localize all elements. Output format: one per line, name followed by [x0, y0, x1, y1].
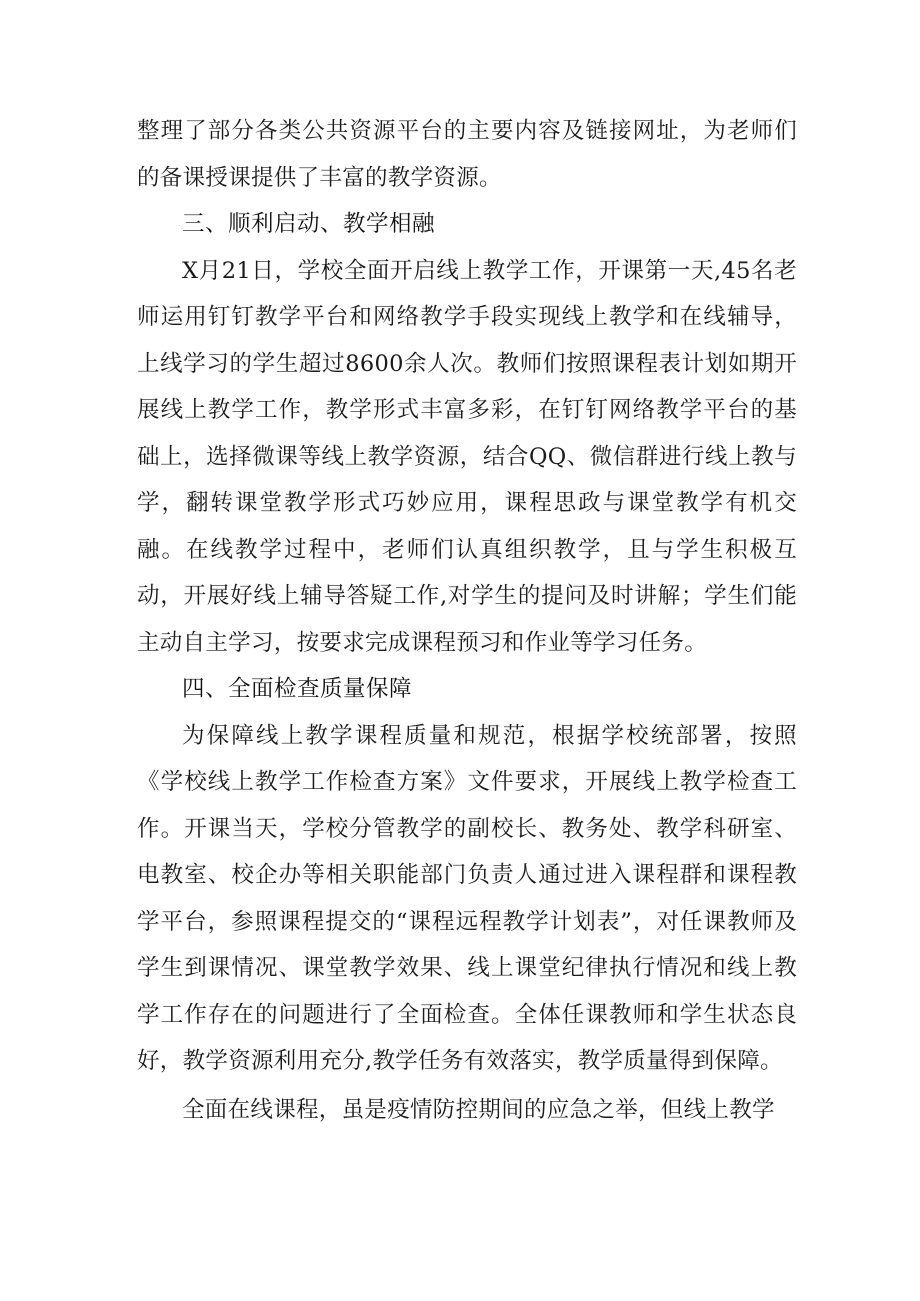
section-heading-three: 三、顺利启动、教学相融 [182, 211, 436, 237]
section-heading-four: 四、全面检查质量保障 [182, 676, 413, 702]
paragraph-resources-intro: 整理了部分各类公共资源平台的主要内容及链接网址，为老师们的备课授课提供了丰富的教学资源。 [137, 118, 797, 191]
document-body [137, 108, 797, 1133]
paragraph-launch-teaching: X月21日，学校全面开启线上教学工作，开课第一天,45名老师运用钉钉教学平台和网络教学手段实现线上教学和在线辅导，上线学习的学生超过8600余人次。教师们按照课程表计划如期开展线上教学工作，教学形式丰富多彩，在钉钉网络教学平台的基础上，选择微课等线上教学资源，结合QQ、微信群进行线上教与学，翻转课堂教学形式巧妙应用，课程思政与课堂教学有机交融。在线教学过程中，老师们认真组织教学，且与学生积极互动，开展好线上辅导答疑工作,对学生的提问及时讲解；学生们能主动自主学习，按要求完成课程预习和作业等学习任务。 [137, 257, 797, 656]
paragraph-online-courses: 全面在线课程，虽是疫情防控期间的应急之举，但线上教学 [182, 1096, 775, 1123]
paragraph-quality-check: 为保障线上教学课程质量和规范，根据学校统部署，按照《学校线上教学工作检查方案》文件要求，开展线上教学检查工作。开课当天，学校分管教学的副校长、教务处、教学科研室、电教室、校企办等相关职能部门负责人通过进入课程群和课程教学平台，参照课程提交的“课程远程教学计划表”，对任课教师及学生到课情况、课堂教学效果、线上课堂纪律执行情况和线上教学工作存在的问题进行了全面检查。全体任课教师和学生状态良好，教学资源利用充分,教学任务有效落实，教学质量得到保障。 [137, 722, 797, 1074]
